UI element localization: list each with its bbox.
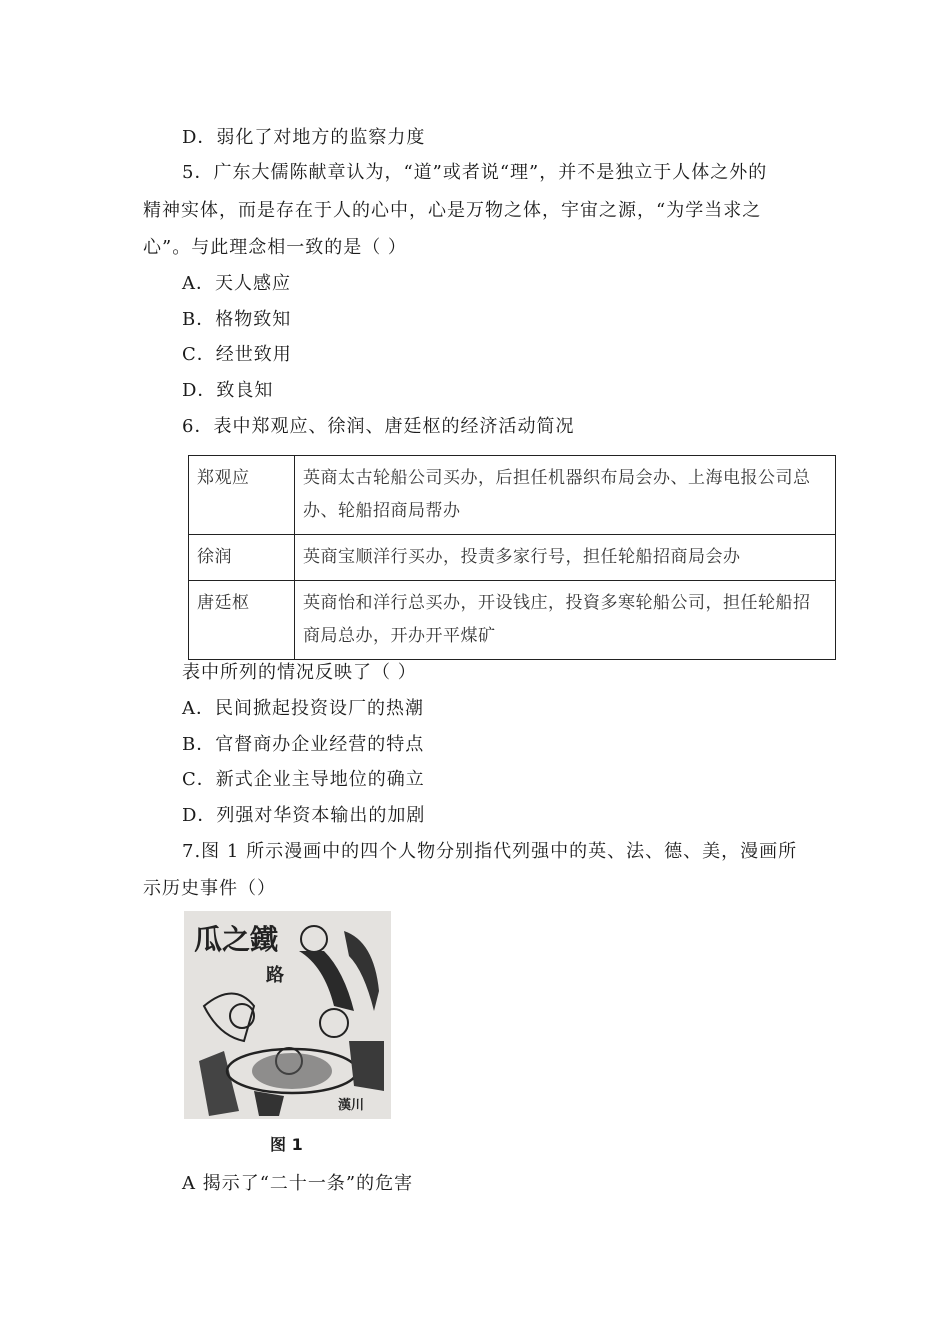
q6-option-a: A．民间掀起投资设厂的热潮 <box>182 698 424 719</box>
desc-line: 英商太古轮船公司买办，后担任机器织布局会办、上海电报公司总 <box>303 468 811 488</box>
q6-question: 表中所列的情况反映了（ ） <box>182 662 417 683</box>
comic-signature: 漢川 <box>338 1098 365 1113</box>
cartoon-figure <box>184 911 391 1119</box>
economic-activity-table <box>188 455 836 660</box>
q6-option-c: C．新式企业主导地位的确立 <box>182 769 425 790</box>
cartoon-drawing <box>184 911 391 1119</box>
table-row <box>189 456 836 535</box>
table-row <box>189 581 836 660</box>
q6-option-d: D．列强对华资本输出的加剧 <box>182 805 426 826</box>
q7-option-a: A 揭示了“二十一条”的危害 <box>182 1173 414 1194</box>
figure-caption: 图 1 <box>270 1135 303 1154</box>
desc-line: 英商怡和洋行总买办，开设钱庄，投資多寒轮船公司，担任轮船招 <box>303 593 811 613</box>
q5-option-d: D．致良知 <box>182 380 274 401</box>
desc-line: 英商宝顺洋行买办，投责多家行号，担任轮船招商局会办 <box>303 547 741 567</box>
table-row <box>189 535 836 581</box>
comic-sub-text: 路 <box>266 965 284 986</box>
q4-option-d: D．弱化了对地方的监察力度 <box>182 127 426 148</box>
table-cell-desc <box>295 535 836 581</box>
q6-stem: 6．表中郑观应、徐润、唐廷枢的经济活动简况 <box>182 416 575 437</box>
table-cell-desc <box>295 581 836 660</box>
table-cell-name: 郑观应 <box>189 456 295 535</box>
q5-stem-line-2: 精神实体，而是存在于人的心中，心是万物之体，宇宙之源，“为学当求之 <box>143 200 762 221</box>
table-cell-desc <box>295 456 836 535</box>
q5-stem-line-1: 5．广东大儒陈献章认为，“道”或者说“理”，并不是独立于人体之外的 <box>182 162 768 183</box>
desc-line: 商局总办，开办开平煤矿 <box>303 626 496 646</box>
q5-option-c: C．经世致用 <box>182 344 292 365</box>
q5-option-a: A．天人感应 <box>182 273 291 294</box>
q7-stem-line-1: 7.图 1 所示漫画中的四个人物分别指代列强中的英、法、德、美，漫画所 <box>182 841 798 862</box>
table-cell-name: 徐润 <box>189 535 295 581</box>
q5-option-b: B．格物致知 <box>182 309 292 330</box>
q6-option-b: B．官督商办企业经营的特点 <box>182 734 425 755</box>
comic-title-text: 瓜之鐵 <box>194 923 279 956</box>
desc-line: 办、轮船招商局帮办 <box>303 501 461 521</box>
q5-stem-line-3: 心”。与此理念相一致的是（ ） <box>143 237 407 258</box>
q7-stem-line-2: 示历史事件（） <box>143 878 276 899</box>
table-cell-name: 唐廷枢 <box>189 581 295 660</box>
